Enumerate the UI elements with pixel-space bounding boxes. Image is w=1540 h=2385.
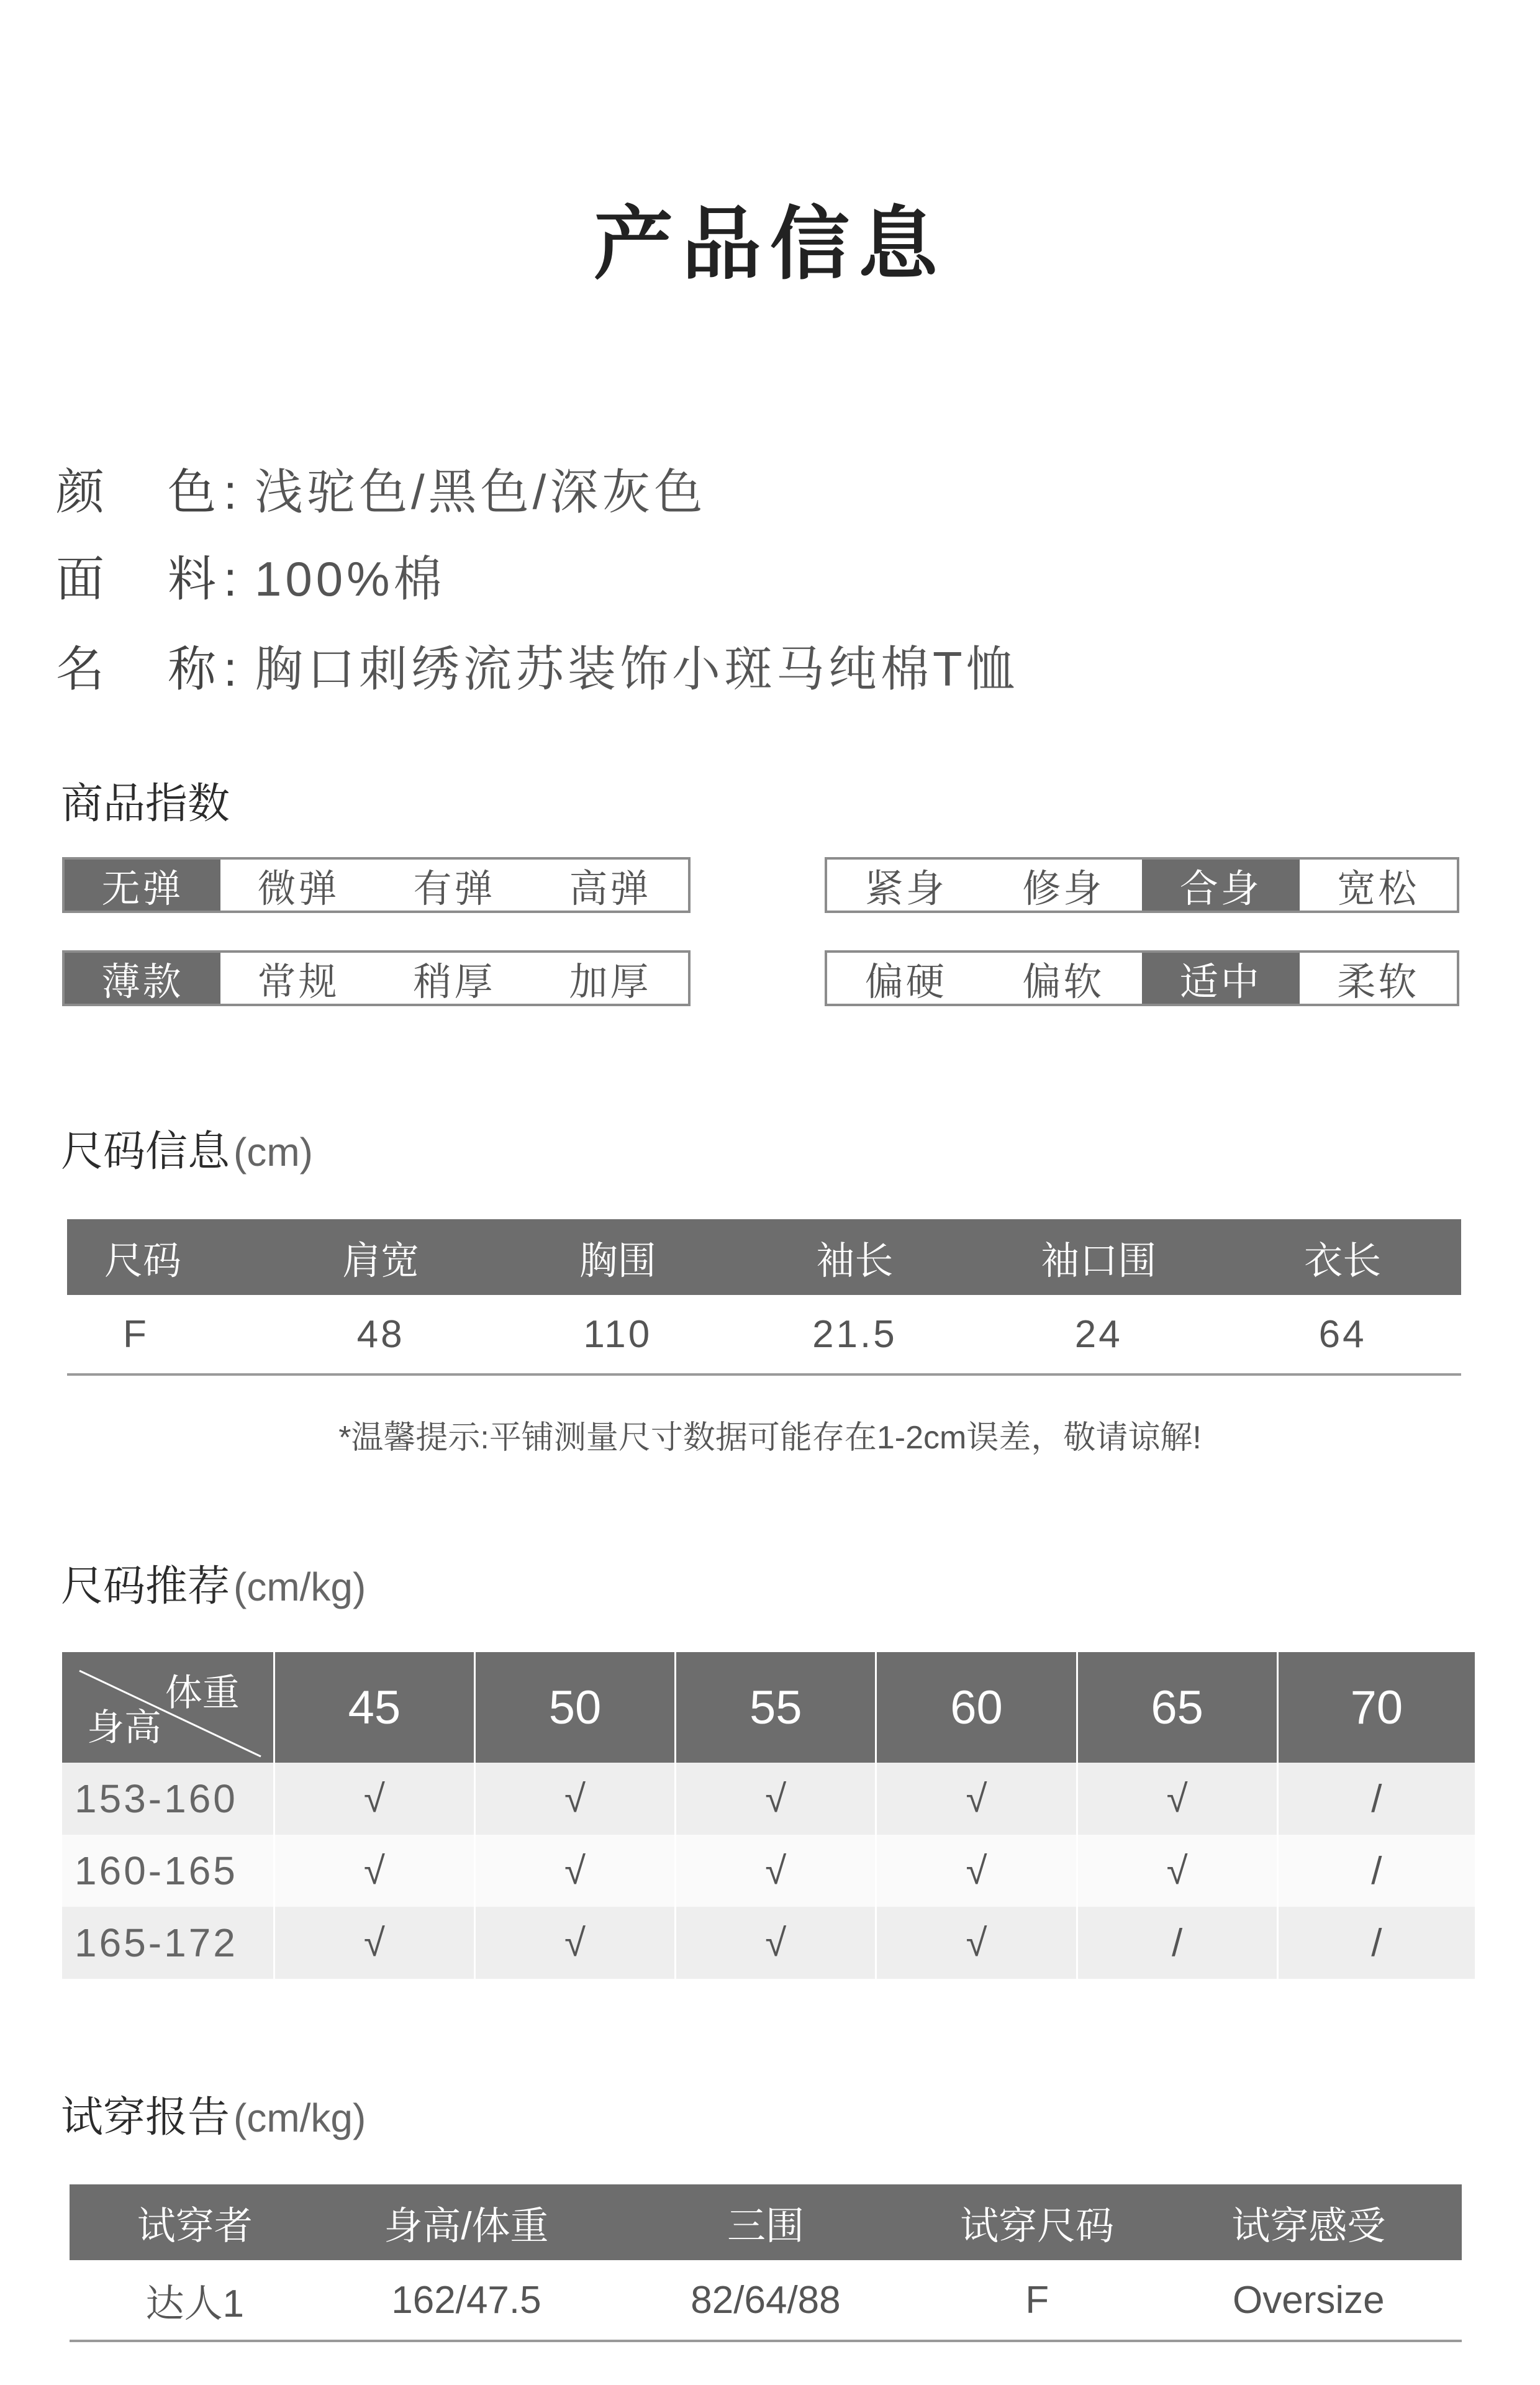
- info-label-char: 面: [56, 552, 105, 606]
- try-on-title: 试穿报告: [61, 2094, 230, 2141]
- mark-cell: √: [876, 1907, 1077, 1979]
- weight-header: 45: [274, 1652, 474, 1763]
- index-section-title: [61, 770, 230, 830]
- table-cell: 162/47.5: [320, 2260, 613, 2341]
- mark-cell: /: [1277, 1835, 1475, 1907]
- weight-header: 55: [676, 1652, 876, 1763]
- mark-cell: √: [474, 1907, 675, 1979]
- table-header: 身高/体重: [320, 2184, 613, 2260]
- mark-cell: √: [876, 1835, 1077, 1907]
- table-header: 肩宽: [262, 1219, 499, 1295]
- mark-cell: √: [1077, 1835, 1277, 1907]
- info-color-value: 浅驼色/黑色/深灰色: [255, 465, 707, 519]
- mark-cell: √: [1077, 1763, 1277, 1835]
- table-cell: 64: [1224, 1295, 1461, 1374]
- mark-cell: √: [676, 1763, 876, 1835]
- table-header: 胸围: [499, 1219, 736, 1295]
- mark-cell: /: [1077, 1907, 1277, 1979]
- scale-option: 修身: [1022, 867, 1105, 911]
- mark-cell: √: [274, 1763, 474, 1835]
- table-cell: 达人1: [70, 2260, 320, 2341]
- info-name-value: 胸口刺绣流苏装饰小斑马纯棉T恤: [255, 642, 1018, 696]
- weight-header: 60: [876, 1652, 1077, 1763]
- info-fabric-value: 100%棉: [255, 552, 446, 606]
- try-on-unit: (cm/kg): [233, 2096, 366, 2140]
- size-rec-section-title: [61, 1553, 366, 1613]
- table-cell: F: [67, 1295, 262, 1374]
- table-cell: 48: [262, 1295, 499, 1374]
- table-header: 袖口围: [973, 1219, 1224, 1295]
- table-header: 三围: [612, 2184, 918, 2260]
- try-on-section-title: [61, 2084, 366, 2144]
- scale-option: 柔软: [1337, 960, 1420, 1004]
- mark-cell: √: [274, 1835, 474, 1907]
- table-header: 衣长: [1224, 1219, 1461, 1295]
- try-on-table: [70, 2184, 1462, 2342]
- table-header-row: [67, 1219, 1461, 1295]
- scale-option: 合身: [1142, 860, 1300, 911]
- scale-option: 无弹: [65, 860, 220, 911]
- size-info-title: 尺码信息: [61, 1128, 230, 1175]
- table-header: 袖长: [736, 1219, 974, 1295]
- info-colon: :: [224, 642, 237, 696]
- mark-cell: √: [474, 1835, 675, 1907]
- info-colon: :: [224, 552, 237, 606]
- table-header: 试穿尺码: [919, 2184, 1156, 2260]
- info-fabric-row: [56, 540, 446, 610]
- size-rec-table: [62, 1652, 1475, 1979]
- corner-height-label: 身高: [87, 1707, 161, 1748]
- scale-option: 宽松: [1337, 867, 1420, 911]
- size-info-table: [67, 1219, 1461, 1376]
- mark-cell: √: [676, 1835, 876, 1907]
- size-info-unit: (cm): [233, 1130, 313, 1174]
- mark-cell: /: [1277, 1907, 1475, 1979]
- size-tip: *温馨提示:平铺测量尺寸数据可能存在1-2cm误差，敬请谅解!: [338, 1420, 1202, 1456]
- info-label-char: 颜: [56, 465, 105, 519]
- size-rec-unit: (cm/kg): [233, 1565, 366, 1609]
- table-cell: Oversize: [1156, 2260, 1462, 2341]
- scale-option: 稍厚: [413, 960, 496, 1004]
- table-row: [70, 2260, 1462, 2341]
- page-title: 产品信息: [593, 200, 946, 289]
- table-cell: 24: [973, 1295, 1224, 1374]
- scale-option: 有弹: [413, 867, 496, 911]
- scale-option: 薄款: [65, 953, 220, 1004]
- table-cell: F: [919, 2260, 1156, 2341]
- info-label-char: 称: [168, 642, 217, 696]
- table-cell: 21.5: [736, 1295, 974, 1374]
- info-label-char: 料: [168, 552, 217, 606]
- info-label-char: 色: [168, 465, 217, 519]
- table-header-row: [70, 2184, 1462, 2260]
- corner-weight-label: 体重: [165, 1672, 240, 1714]
- info-label-char: 名: [56, 642, 105, 696]
- info-name-row: [56, 630, 1018, 700]
- table-header-row: [62, 1652, 1475, 1763]
- mark-cell: /: [1277, 1763, 1475, 1835]
- scale-option: 微弹: [257, 867, 340, 911]
- elasticity-scale: [62, 857, 691, 913]
- size-info-section-title: [61, 1118, 313, 1178]
- height-cell: 160-165: [62, 1835, 274, 1907]
- table-row: [67, 1295, 1461, 1374]
- table-row: [62, 1763, 1475, 1835]
- index-title: 商品指数: [61, 780, 230, 827]
- info-colon: :: [224, 465, 237, 519]
- softness-scale: [825, 950, 1459, 1006]
- info-color-row: [56, 453, 706, 523]
- table-header: 尺码: [67, 1219, 262, 1295]
- mark-cell: √: [474, 1763, 675, 1835]
- table-cell: 110: [499, 1295, 736, 1374]
- mark-cell: √: [876, 1763, 1077, 1835]
- table-row: [62, 1835, 1475, 1907]
- weight-header: 50: [474, 1652, 675, 1763]
- table-header: 试穿者: [70, 2184, 320, 2260]
- scale-option: 适中: [1142, 953, 1300, 1004]
- mark-cell: √: [274, 1907, 474, 1979]
- height-cell: 153-160: [62, 1763, 274, 1835]
- table-header: 试穿感受: [1156, 2184, 1462, 2260]
- corner-header: [62, 1652, 274, 1763]
- height-cell: 165-172: [62, 1907, 274, 1979]
- scale-option: 高弹: [569, 867, 651, 911]
- weight-header: 65: [1077, 1652, 1277, 1763]
- fit-scale: [825, 857, 1459, 913]
- size-rec-title: 尺码推荐: [61, 1563, 230, 1610]
- scale-option: 加厚: [569, 960, 651, 1004]
- scale-option: 紧身: [864, 867, 947, 911]
- scale-option: 偏硬: [864, 960, 947, 1004]
- mark-cell: √: [676, 1907, 876, 1979]
- scale-option: 偏软: [1022, 960, 1105, 1004]
- weight-header: 70: [1277, 1652, 1475, 1763]
- thickness-scale: [62, 950, 691, 1006]
- table-row: [62, 1907, 1475, 1979]
- scale-option: 常规: [257, 960, 340, 1004]
- table-cell: 82/64/88: [612, 2260, 918, 2341]
